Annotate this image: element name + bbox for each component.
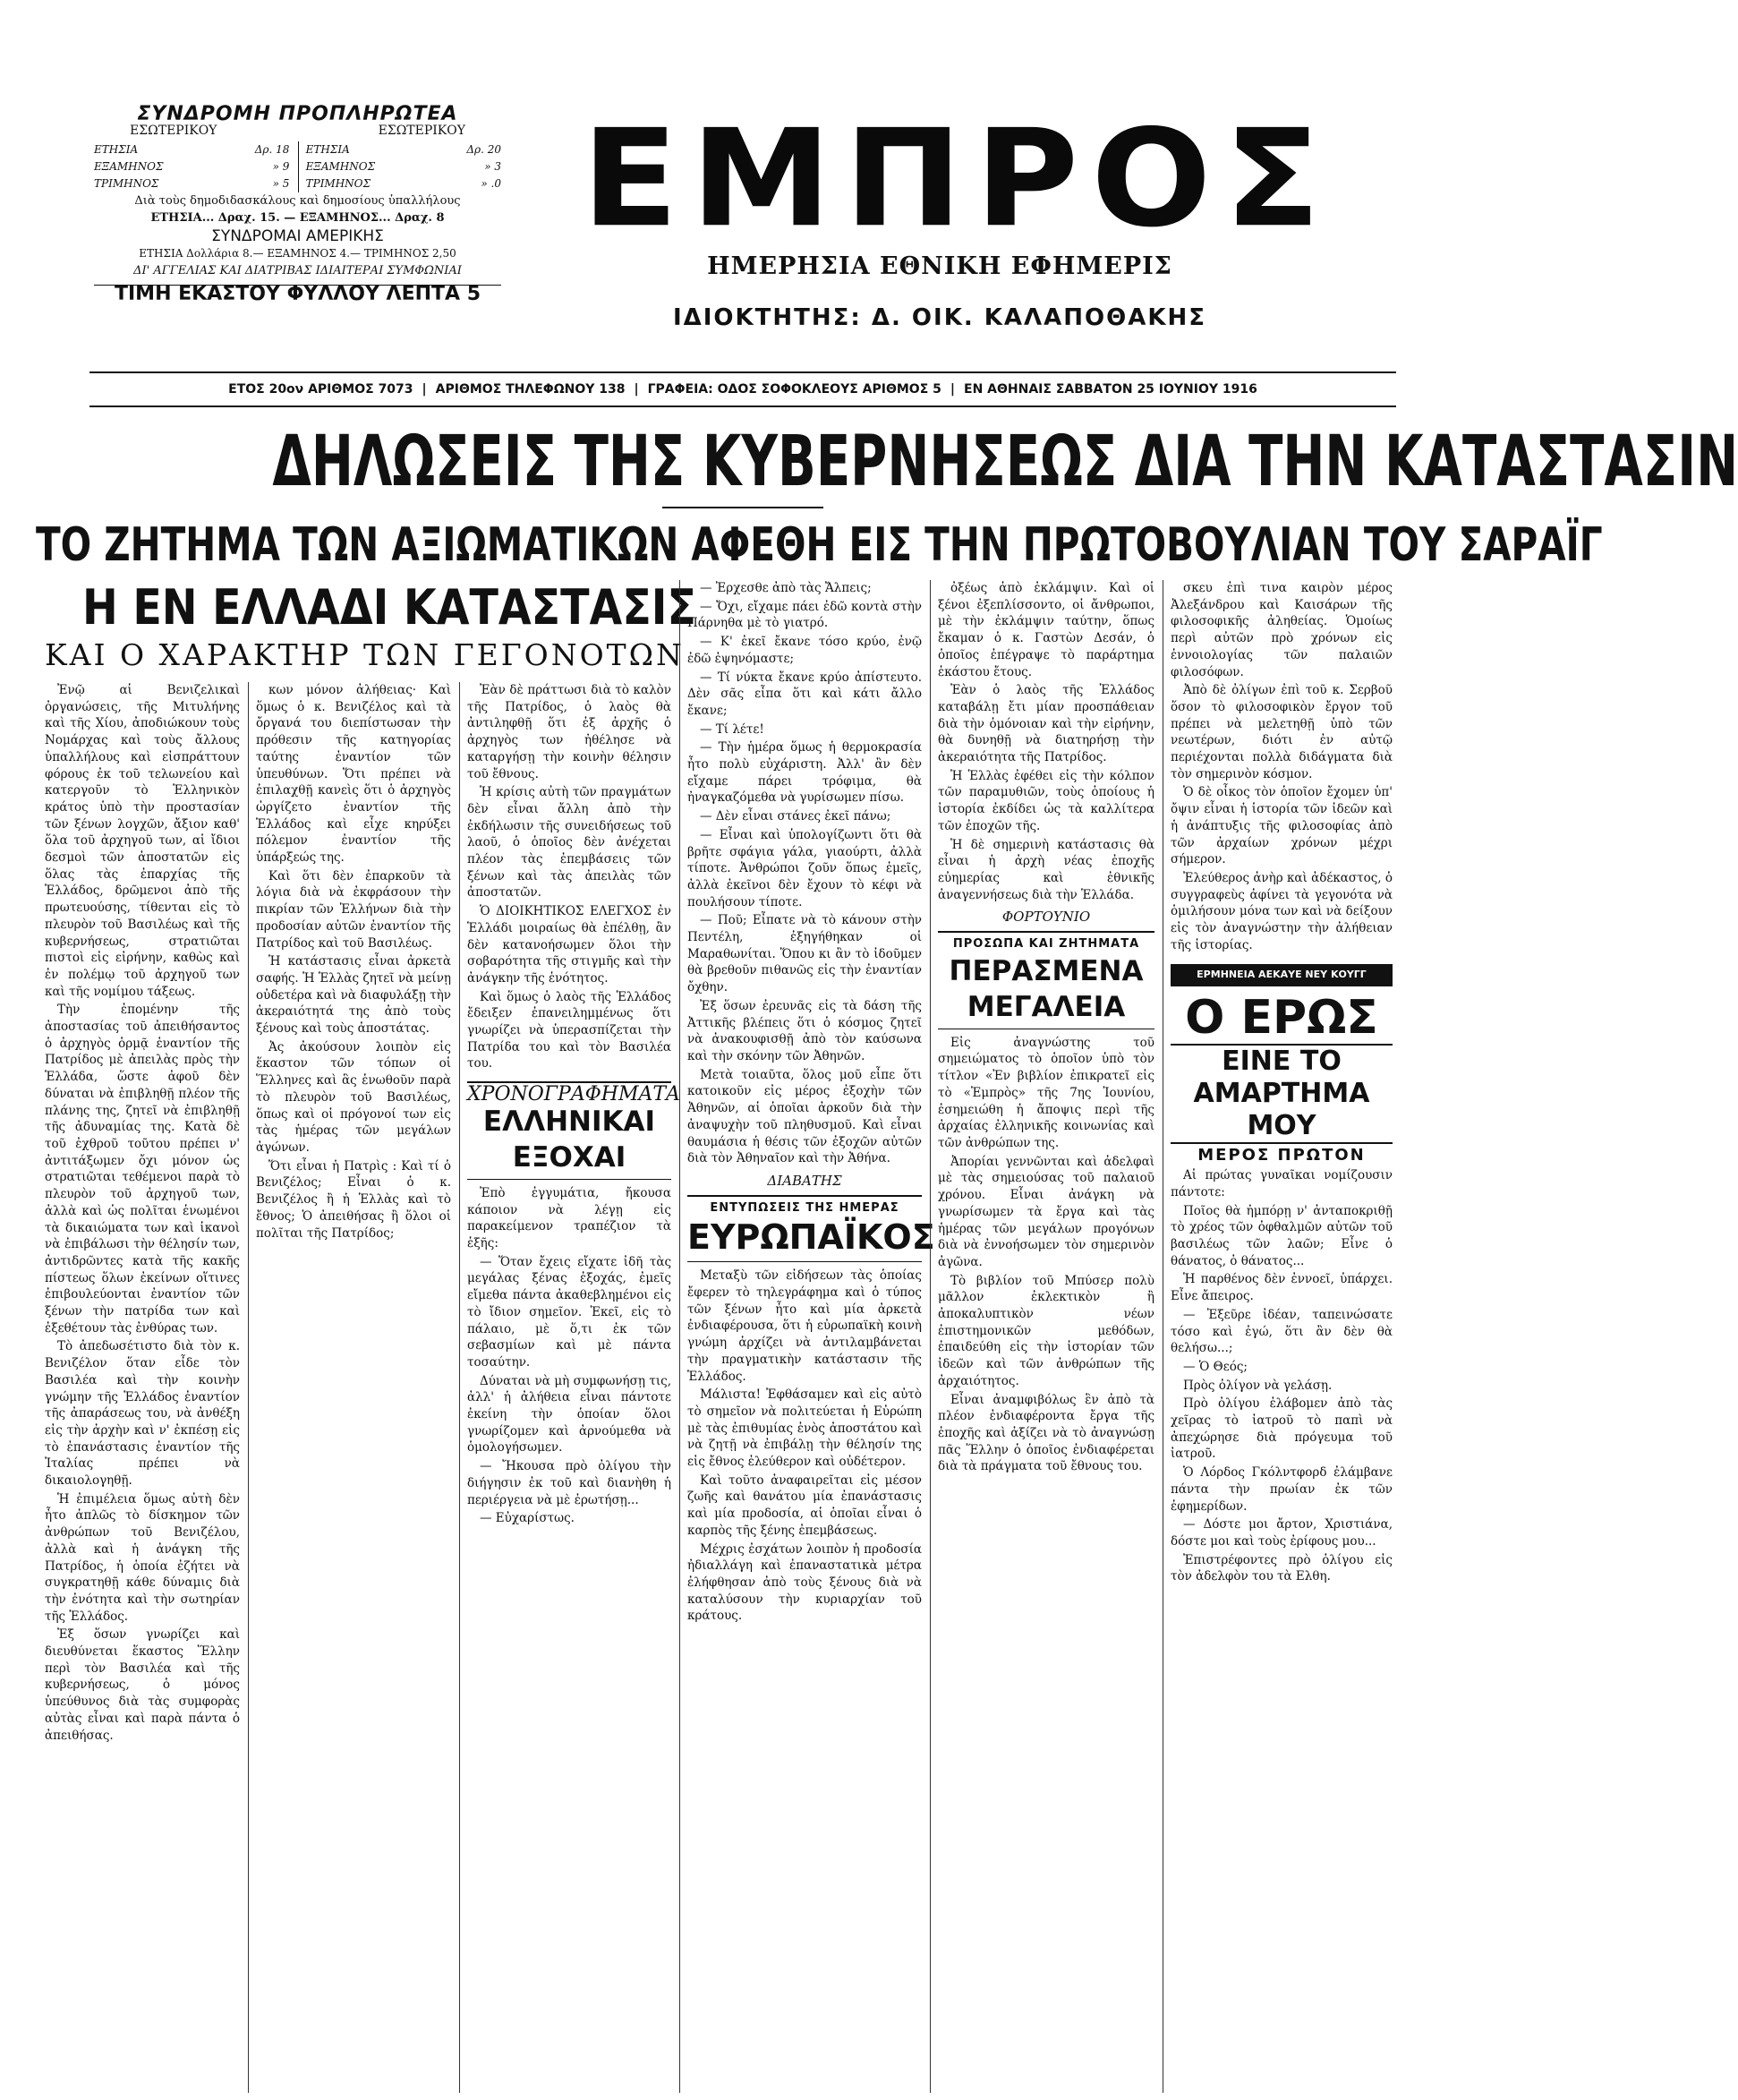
paragraph: Ὁ ΔΙΟΙΚΗΤΙΚΟΣ ΕΛΕΓΧΟΣ ἐν Ἑλλάδι μοιραίως θὰ ἐπέλθῃ, ἂν δὲν κατανοήσωμεν ὅλοι τὴν σοβαρότητα τῆς στιγμῆς καὶ τὴν ἀνάγκην τῆς ἑνότητος.: [467, 904, 671, 986]
column-rule: [248, 682, 249, 2093]
lead-column-3: [467, 682, 680, 2093]
paragraph: — Εἶναι καὶ ὑπολογίζωντι ὅτι θὰ βρῆτε σφάγια γάλα, γιαούρτι, ἀλλὰ τίποτε. Ἀνθρώποι ζοῦν ὅπως ἐμεῖς, ἀλλὰ ἐκεῖνοι δὲν ἔχουν τὸ κέφι νὰ πουλήσουν τίποτε.: [687, 827, 922, 909]
paragraph: Ἐξ ὅσων γνωρίζει καὶ διευθύνεται ἕκαστος Ἕλλην περὶ τὸν Βασιλέα καὶ τῆς κυβερνήσεως, ὁ μόνος ὑπεύθυνος διὰ τὰς συμφορὰς αὐτὰς εἶναι καὶ παρὰ πάντα ὁ ἀπειθήσας.: [45, 1627, 240, 1743]
paragraph: — Εὐχαρίστως.: [480, 1511, 575, 1526]
paragraph: Ἐξ ὅσων ἐρευνᾶς εἰς τὰ δάση τῆς Ἀττικῆς βλέπεις ὅτι ὁ κόσμος ζητεῖ νὰ ἀνακουφισθῇ ἀπὸ τὸν καύσωνα καὶ τὴν σκόνην τῶν Ἀθηνῶν.: [687, 998, 922, 1063]
rate-label: ΤΡΙΜΗΝΟΣ: [305, 177, 371, 190]
paragraph: — Τὴν ἡμέρα ὅμως ἡ θερμοκρασία ἦτο πολὺ εὐχάριστη. Ἀλλ' ἂν δὲν εἴχαμε πάρει τρόφιμα, θὰ ἠναγκαζόμεθα νὰ γυρίσωμεν πίσω.: [687, 740, 922, 806]
paragraph: Ἡ παρθένος δὲν ἐννοεῖ, ὑπάρχει. Εἶνε ἄπειρος.: [1171, 1272, 1393, 1304]
paragraph: Ἐλεύθερος ἀνὴρ καὶ ἀδέκαστος, ὁ συγγραφεὺς ἀφίνει τὰ γεγονότα νὰ ὁμιλήσουν μόνα των καὶ νὰ δείξουν εἰς τὸν ἀναγνώστην τὴν ἀλήθειαν τῆς ἱστορίας.: [1171, 870, 1393, 952]
col-head-left: ΕΣΩΤΕΡΙΚΟΥ: [130, 124, 217, 138]
paragraph: Καὶ ὅτι δὲν ἐπαρκοῦν τὰ λόγια διὰ νὰ ἐκφράσουν τὴν πικρίαν τῶν Ἑλλήνων διὰ τὴν προδοσίαν αὐτῶν ἐναντίον τῆς Πατρίδος καὶ τοῦ Βασιλέως.: [256, 868, 451, 951]
america-title: ΣΥΝΔΡΟΜΑΙ ΑΜΕΡΙΚΗΣ: [211, 227, 384, 245]
paragraph: Τὸ ἀπεδωσέτιστο διὰ τὸν κ. Βενιζέλον ὅταν εἶδε τὸν Βασιλέα καὶ τὴν κοινὴν γνώμην τῆς Ἑλλάδος ἐναντίον τῆς ἀπαράσεως του, νὰ ἀνθέξη εἰς τὴν ἀρχὴν καὶ ν' ἐκπέσῃ εἰς τὸ ἐπανάστασις ἐναντίον τῆς Ἰταλίας πρέπει νὰ δικαιολογηθῇ.: [45, 1339, 240, 1489]
america-rates: ΕΤΗΣΙΑ Δολλάρια 8.— ΕΞΑΜΗΝΟΣ 4.— ΤΡΙΜΗΝΟΣ 2,50: [139, 247, 456, 260]
lead-article-title: Η ΕΝ ΕΛΛΑΔΙ ΚΑΤΑΣΤΑΣΙΣ: [82, 579, 696, 636]
issue-info-bar: [89, 371, 1396, 407]
rate-row: [306, 141, 501, 158]
column-rule: [930, 580, 931, 2093]
column-5: [938, 580, 1154, 2093]
paragraph: Ἀπορίαι γεννῶνται καὶ ἀδελφαὶ μὲ τὰς σημειούσας τοῦ παλαιοῦ χρόνου. Εἶναι ἀνάγκη νὰ γνωρίσωμεν τὰ ἔργα καὶ τὰς ἡμέρας τῶν μεγάλων προγόνων διὰ νὰ ἐννοήσωμεν τὸν σημερινὸν ἀγῶνα.: [938, 1154, 1154, 1269]
newspaper-owner: ΙΔΙΟΚΤΗΤΗΣ: Δ. ΟΙΚ. ΚΑΛΑΠΟΘΑΚΗΣ: [672, 304, 1207, 331]
paragraph: Καὶ ὅμως ὁ λαὸς τῆς Ἑλλάδος ἔδειξεν ἐπανειλημμένως ὅτι γνωρίζει νὰ ὑπερασπίζεται τὴν Πατρίδα του καὶ τὸν Βασιλέα του.: [467, 989, 671, 1071]
chronicle-header: [467, 1081, 680, 1180]
main-headline: ΔΗΛΩΣΕΙΣ ΤΗΣ ΚΥΒΕΡΝΗΣΕΩΣ ΔΙΑ ΤΗΝ ΚΑΤΑΣΤΑΣΙΝ: [272, 422, 1738, 502]
past-glories-title: ΠΕΡΑΣΜΕΝΑ ΜΕΓΑΛΕΙΑ: [949, 954, 1144, 1023]
paragraph: σκευ ἐπὶ τινα καιρὸν μέρος Ἀλεξάνδρου καὶ Καισάρων τῆς φιλοσοφικῆς ἀληθείας. Ὁμοίως περὶ αὐτῶν πρὸ χρόνων εἰς ἐννοιολογίας τῶν παλαιῶν φιλοσόφων.: [1171, 581, 1393, 679]
paragraph: Ἡ κατάστασις εἶναι ἀρκετὰ σαφής. Ἡ Ἑλλὰς ζητεῖ νὰ μείνῃ οὐδετέρα καὶ νὰ διαφυλάξῃ τὴν ἀκεραιότητά της ἀπὸ τοὺς ξένους καὶ τοὺς ἀποστάτας.: [256, 954, 451, 1037]
paragraph: Εἰς ἀναγνώστης τοῦ σημειώματος τὸ ὁποῖον ὑπὸ τὸν τίτλον «Ἐν βιβλίον ἐπικρατεῖ εἰς τὸ «Ἐμπρὸς» τῆς 7ης Ἰουνίου, ἐσημειώθη ἡ ἄποψις περὶ τῆς ἀρχαίας ἐλληνικῆς κοινωνίας καὶ τῶν ἀνθρώπων της.: [938, 1035, 1154, 1150]
rates-right: [298, 141, 501, 192]
issue-offices: ΓΡΑΦΕΙΑ: ΟΔΟΣ ΣΟΦΟΚΛΕΟΥΣ ΑΡΙΘΜΟΣ 5: [647, 382, 941, 397]
rate-row: [94, 175, 289, 192]
paragraph: Πρὸς ὀλίγον νὰ γελάσῃ.: [1183, 1378, 1333, 1393]
rate-row: [306, 175, 501, 192]
rate-value: » 9: [272, 160, 290, 173]
subscription-rates: [94, 141, 501, 192]
lead-article-subtitle: ΚΑΙ Ο ΧΑΡΑΚΤΗΡ ΤΩΝ ΓΕΓΟΝΟΤΩΝ: [45, 637, 685, 672]
novel-part: ΜΕΡΟΣ ΠΡΩΤΟΝ: [1197, 1146, 1366, 1165]
newspaper-subtitle: ΗΜΕΡΗΣΙΑ ΕΘΝΙΚΗ ΕΦΗΜΕΡΙΣ: [707, 252, 1172, 280]
paragraph: Ἡ ἐπιμέλεια ὅμως αὐτὴ δὲν ἦτο ἁπλῶς τὸ δίσκημον τῶν ἀνθρώπων τοῦ Βενιζέλου, ἀλλὰ καὶ ἡ ἀνάγκη τῆς Πατρίδος, ἡ ὁποία ἐζήτει νὰ συγκρατηθῇ κάθε δύναμις διὰ τὴν ἐνότητα καὶ τὴν σωτηρίαν τῆς Ἑλλάδος.: [45, 1491, 240, 1624]
paragraph: — Ἐρχεσθε ἀπὸ τὰς Ἄλπεις;: [700, 581, 872, 595]
paragraph: — Δὲν εἶναι στάνες ἐκεῖ πάνω;: [700, 809, 891, 824]
paragraph: Ὅτι εἶναι ἡ Πατρὶς : Καὶ τί ὁ Βενιζέλος; Εἶναι ὁ κ. Βενιζέλος ἢ ἡ Ἑλλὰς καὶ τὸ ἔθνος; Ὁ ἀπειθήσας ἢ ὅλοι οἱ πολῖται τῆς Πατρίδος;: [256, 1158, 451, 1241]
issue-date: ΕΝ ΑΘΗΝΑΙΣ ΣΑΒΒΑΤΟΝ 25 ΙΟΥΝΙΟΥ 1916: [964, 382, 1257, 397]
rate-label: ΕΞΑΜΗΝΟΣ: [94, 160, 164, 173]
rate-label: ΕΤΗΣΙΑ: [94, 143, 139, 156]
paragraph: Καὶ τοῦτο ἀναφαιρεῖται εἰς μέσον ζωῆς καὶ θανάτου μία ἐπανάστασις καὶ μία προδοσία, αἱ ὁποῖαι εἶναι ὁ καρπὸς τῆς ξένης ἐπεμβάσεως.: [687, 1473, 922, 1538]
paragraph: — Δόστε μοι ἄρτον, Χριστιάνα, δόστε μοι καὶ τοὺς ἐρίφους μου...: [1171, 1517, 1393, 1549]
issue-year: ΕΤΟΣ 20ον ΑΡΙΘΜΟΣ 7073: [228, 382, 413, 397]
novel-title: Ο ΕΡΩΣ: [1185, 991, 1378, 1046]
lead-column-2: [256, 682, 451, 2093]
signature: ΔΙΑΒΑΤΗΣ: [767, 1172, 842, 1189]
paragraph: Ἡ Ἑλλὰς ἐφέθει εἰς τὴν κόλπον τῶν παραμυθιῶν, τοὺς ὁποίους ἡ ἱστορία ἐκδίδει ὡς τὰ καλλίτερα τῶν ἐποχῶν τῆς.: [938, 768, 1154, 833]
paragraph: Ἐνῷ αἱ Βενιζελικαὶ ὀργανώσεις, τῆς Μιτυλήνης καὶ τῆς Χίου, ἀποδιώκουν τοὺς Νομάρχας καὶ τοὺς ἄλλους ὑπαλλήλους καὶ εἰσπράττουν φόρους ἐκ τοῦ τελωνείου καὶ κατεργοῦν τὸ Ἑλληνικὸν κράτος ὑπὸ τὴν προστασίαν τῶν ξένων λογχῶν, ἄξιον καθ' ὅλα τοῦ ἀρχηγοῦ των, αἱ ἴδιοι δεσμοὶ τῶν ἀποστατῶν εἰς ὅλας τὰς ἐπαρχίας τῆς Ἑλλάδος, δρῶμενοι ἀπὸ τῆς πρωτευούσης, τίθενται εἰς τὸ πλευρὸν τοῦ Βασιλέως καὶ τῆς κυβερνήσεως, στρατιῶται πιστοὶ εἰς εἰρήνην, καθὼς καὶ ἐν πολέμῳ τοῦ ἀρχηγοῦ των καὶ τῆς νομίμου τάξεως.: [45, 683, 240, 999]
newspaper-logo: ΕΜΠΡΟΣ: [582, 100, 1333, 258]
column-rule: [459, 682, 460, 2093]
paragraph: — Ἤκουσα πρὸ ὀλίγου τὴν διήγησιν ἐκ τοῦ καὶ διανὴθη ἡ περιέργεια νὰ μὲ ἐρωτήσῃ...: [467, 1459, 671, 1507]
serial-novel-header: [1171, 964, 1393, 1167]
signature: ΦΟΡΤΟΥΝΙΟ: [1001, 909, 1091, 926]
ads-note: ΔΙ' ΑΓΓΕΛΙΑΣ ΚΑΙ ΔΙΑΤΡΙΒΑΣ ΙΔΙΑΙΤΕΡΑΙ ΣΥΜΦΩΝΙΑΙ: [133, 264, 462, 277]
paragraph: Ἐπὸ ἐγγυμάτια, ἤκουσα κάποιον νὰ λέγῃ εἰς παρακείμενον τραπέζιον τὰ ἑξῆς:: [467, 1185, 671, 1251]
lead-column-1: [45, 682, 240, 2093]
paragraph: Δύναται νὰ μὴ συμφωνήσῃ τις, ἀλλ' ἡ ἀλήθεια εἶναι πάντοτε ἐκείνη τὴν ὁποίαν ὅλοι γνωρίζομεν καὶ ἀρνούμεθα νὰ ὁμολογήσωμεν.: [467, 1373, 671, 1455]
paragraph: Ἡ δὲ σημερινὴ κατάστασις θὰ εἶναι ἡ ἀρχὴ νέας ἐποχῆς εὐημερίας καὶ ἐθνικῆς ἀναγεννήσεως διὰ τὴν Ἑλλάδα.: [938, 837, 1154, 902]
paragraph: Ἐὰν δὲ πράττωσι διὰ τὸ καλὸν τῆς Πατρίδος, ὁ λαὸς θὰ ἀντιληφθῇ ὅτι ἐξ ἀρχῆς ὁ ἀρχηγὸς των ἠθέλησε νὰ καταργήσῃ τὴν κοινὴν θέλησιν τοῦ ἔθνους.: [467, 683, 671, 781]
paragraph: — Τί λέτε!: [700, 721, 764, 737]
paragraph: Τὸ βιβλίον τοῦ Μπύσερ πολὺ μᾶλλον ἐκλεκτικὸν ἢ ἀποκαλυπτικὸν νέων ἐπιστημονικῶν μεθόδων, ἐπαιδεύθη εἰς τὴν ἱστορίαν τῶν ἰδεῶν καὶ τῶν ἀνθρώπων τῆς ἀρχαιότητος.: [938, 1273, 1154, 1388]
paragraph: — Ὄχι, εἴχαμε πάει ἐδῶ κοντὰ στὴν Πάρνηθα μὲ τὸ γιατρό.: [687, 599, 922, 631]
novel-subtitle: ΕΙΝΕ ΤΟ ΑΜΑΡΤΗΜΑ ΜΟΥ: [1171, 1044, 1393, 1144]
paragraph: Ἀπὸ δὲ ὀλίγων ἐπὶ τοῦ κ. Σερβοῦ ὅσον τὸ φιλοσοφικὸν ἔργον τοῦ πρέπει νὰ μελετηθῇ ὑπὸ τῶν νεωτέρων, διότι ἐν αὐτῷ περιέχονται πολλὰ διδάγματα διὰ τὸν σημερινὸν κόσμον.: [1171, 683, 1393, 781]
separator: |: [950, 382, 956, 397]
rate-value: » .0: [481, 177, 501, 190]
paragraph: Ἡ κρίσις αὐτὴ τῶν πραγμάτων δὲν εἶναι ἄλλη ἀπὸ τὴν ἐκδήλωσιν τῆς συνειδήσεως τοῦ λαοῦ, ὁ ὁποῖος δὲν ἀνέχεται πλέον τὰς ἐπεμβάσεις τῶν ξένων καὶ τὰς ἀπειλὰς τῶν ἀποστατῶν.: [467, 785, 671, 901]
civil-servant-note: Διὰ τοὺς δημοδιδασκάλους καὶ δημοσίους ὑπαλλήλους: [134, 194, 461, 208]
rate-label: ΕΞΑΜΗΝΟΣ: [305, 160, 376, 173]
headline-divider: [662, 507, 823, 508]
paragraph: Ἀς ἀκούσουν λοιπὸν εἰς ἕκαστον τῶν τόπων οἱ Ἕλληνες καὶ ἃς ἑνωθοῦν παρὰ τὸ πλευρὸν τοῦ Βασιλέως, ὅπως καὶ οἱ πρόγονοί των εἰς τὰς ἡμέρας τῶν μεγάλων ἀγώνων.: [256, 1039, 451, 1155]
column-rule: [679, 580, 680, 2093]
europe-title: ΕΥΡΩΠΑΪΚΟΣ: [687, 1217, 935, 1258]
rate-label: ΕΤΗΣΙΑ: [305, 143, 350, 156]
rate-row: [94, 158, 289, 175]
paragraph: Μετὰ τοιαῦτα, ὅλος μοῦ εἶπε ὅτι κατοικοῦν εἰς μέρος ἐξοχὴν τῶν Ἀθηνῶν, αἱ ὁποῖαι ἀρκοῦν διὰ τὴν ἀναψυχὴν τοῦ πληθυσμοῦ. Καὶ εἶναι θαυμάσια ἡ θέσις τῶν ἐξοχῶν αὐτῶν διὰ τὸν Ἀθηναῖον καὶ τὴν Ἀθήνα.: [687, 1067, 922, 1166]
paragraph: — Ποῦ; Εἶπατε νὰ τὸ κάνουν στὴν Πεντέλη, ἐξηγήθηκαν οἱ Μαραθωνίται. Ὅπου κι ἂν τὸ ἰδοῦμεν θὰ βρεθοῦν πιθανῶς εἰς τὴν ἐναντίαν ὄχθην.: [687, 913, 922, 995]
paragraph: κων μόνον ἀλήθειας· Καὶ ὅμως ὁ κ. Βενιζέλος καὶ τὰ ὄργανά του διεπίστωσαν τὴν πρόθεσιν τῆς κατηγορίας ταύτης ἐναντίον τῶν ὑπευθύνων. Ὅτι πρέπει νὰ ἐπιλαχθῇ κανεὶς ὅτι ὁ ἀρχηγὸς ὠργίζετο ἐναντίον τῆς Ἑλλάδος καὶ εἶχε κηρύξει πόλεμον ἐναντίον τῆς ὑπάρξεώς της.: [256, 683, 451, 866]
past-glories-section: ΠΡΟΣΩΠΑ ΚΑΙ ΖΗΤΗΜΑΤΑ: [952, 937, 1140, 952]
rate-value: » 5: [272, 177, 290, 190]
paragraph: — Κ' ἐκεῖ ἔκανε τόσο κρύο, ἐνῷ ἐδῶ ἐψηνόμαστε;: [687, 635, 922, 666]
rate-value: » 3: [484, 160, 501, 173]
paragraph: — Ἐξεῦρε ἰδέαν, ταπεινώσατε τόσο καὶ ἐγώ, ὅτι ἂν δὲν θὰ θελήσω...;: [1171, 1307, 1393, 1356]
rate-row: [94, 141, 289, 158]
separator: |: [634, 382, 639, 397]
paragraph: — Ὅταν ἔχεις εἴχατε ἰδῆ τὰς μεγάλας ξένας ἐξοχάς, ἐμεῖς εἴμεθα πάντα ἀκαθεβλημένοι εἰς τὸ ἴδιον σημεῖον. Ἐκεῖ, εἰς τὸ πάλαιο, μὲ ὅ,τι ἐκ τῶν σεβασμίων καὶ μὲ πάντα τοσαύτην.: [467, 1254, 671, 1370]
past-glories-header: [938, 931, 1154, 1029]
secondary-headline: ΤΟ ΖΗΤΗΜΑ ΤΩΝ ΑΞΙΩΜΑΤΙΚΩΝ ΑΦΕΘΗ ΕΙΣ ΤΗΝ ΠΡΩΤΟΒΟΥΛΙΑΝ ΤΟΥ ΣΑΡΑΪΓ: [36, 518, 1603, 572]
subscription-title: ΣΥΝΔΡΟΜΗ ΠΡΟΠΛΗΡΩΤΕΑ: [137, 103, 458, 125]
column-6: [1171, 580, 1393, 2093]
paragraph: Ὁ δὲ οἶκος τὸν ὁποῖον ἔχομεν ὑπ' ὄψιν εἶναι ἡ ἱστορία τῶν ἰδεῶν καὶ ἡ ἀνάπτυξις τῆς φιλοσοφίας ἀπὸ τῶν ἀρχαίων χρόνων μέχρι σήμερον.: [1171, 785, 1393, 867]
paragraph: Ἐπιστρέφοντες πρὸ ὀλίγου εἰς τὸν ἀδελφὸν του τὰ Ελθη.: [1171, 1552, 1393, 1584]
rate-value: Δρ. 18: [254, 143, 290, 156]
paragraph: Ὁ Λόρδος Γκόλντφορδ ἐλάμβανε πάντα τὴν πρωίαν ἐκ τῶν ἐφημερίδων.: [1171, 1465, 1393, 1514]
rate-row: [306, 158, 501, 175]
paragraph: Αἱ πρώτας γυναῖκαι νομίζουσιν πάντοτε:: [1171, 1168, 1393, 1199]
subscription-box: [94, 103, 501, 305]
paragraph: Μεταξὺ τῶν εἰδήσεων τὰς ὁποίας ἔφερεν τὸ τηλεγράφημα καὶ ὁ τύπος τῶν ξένων ἦτο καὶ μία ἀρκετὰ ἐνδιαφέρουσα, ὅτι ἡ εὐρωπαϊκὴ κοινὴ γνώμη ἀρχίζει νὰ ἀντιλαμβάνεται τὴν πραγματικὴν κατάστασιν τῆς Ἑλλάδος.: [687, 1268, 922, 1384]
paragraph: Πρὸ ὀλίγου ἐλάβομεν ἀπὸ τὰς χεῖρας τὸ ἰατροῦ τὸ παπὶ νὰ ἀπεχώρησε διὰ πρόγευμα τοῦ ἰατροῦ.: [1171, 1396, 1393, 1462]
chronicle-section: ΧΡΟΝΟΓΡΑΦΗΜΑΤΑ: [467, 1083, 680, 1106]
paragraph: Τὴν ἐπομένην τῆς ἀποστασίας τοῦ ἀπειθήσαντος ὁ ἀρχηγὸς ὁρμᾷ ἐναντίον τῆς Πατρίδος μὲ ἀπειλὰς πρὸς τὴν Ἑλλάδα, ὥστε ἀφοῦ δὲν δύναται νὰ ἐπιβληθῇ πλέον τῆς πλάνης της, ζητεῖ νὰ ἐπιβληθῇ τῆς ἀδυναμίας της. Κατὰ δὲ τοῦ ἐχθροῦ τοῦτου πρέπει ν' ἀντιτάξωμεν ὄχι μόνον ὡς στρατιῶται τεθέμενοι παρὰ τὸ πλευρὸν τοῦ ἀρχηγοῦ των, ἀλλὰ καὶ ὡς πολῖται ἑνωμένοι τὰ δικαιώματα των καὶ ἱκανοὶ νὰ ἐπιβάλωσι τὴν θέλησίν των, ἀντιδρῶντες κατὰ τῆς κακῆς πίστεως ὅλων ἐκείνων οἵτινες ἐπιβουλεύονται ἐναντίον τῶν ξένων τὴν πατρίδα των καὶ ἐξεθέτουν τὰς ἐνθύρας των.: [45, 1003, 240, 1336]
paragraph: Μάλιστα! Ἐφθάσαμεν καὶ εἰς αὐτὸ τὸ σημεῖον νὰ πολιτεύεται ἡ Εὐρώπη μὲ τὰς ἐπιθυμίας ἑνὸς ἀποστάτου καὶ νὰ ζητῇ νὰ ἐπιβάλῃ τὴν θέλησίν της εἰς ἔθνος ἐλεύθερον καὶ οὐδέτερον.: [687, 1387, 922, 1470]
paragraph: Ἐὰν ὁ λαὸς τῆς Ἑλλάδος καταβάλῃ ἔτι μίαν προσπάθειαν διὰ τὴν ὁμόνοιαν καὶ τὴν εἰρήνην, θὰ δυνηθῇ νὰ διατηρήσῃ τὴν ἀκεραιότητα τῆς Πατρίδος.: [938, 683, 1154, 765]
paragraph: Εἶναι ἀναμφιβόλως ἓν ἀπὸ τὰ πλέον ἐνδιαφέροντα ἔργα τῆς ἐποχῆς καὶ ἀξίζει νὰ τὸ ἀναγνώσῃ πᾶς Ἕλλην ὁ ὁποῖος ἐνδιαφέρεται διὰ τὰ πράγματα τοῦ ἔθνους του.: [938, 1392, 1154, 1474]
rate-label: ΤΡΙΜΗΝΟΣ: [94, 177, 159, 190]
europe-header: [687, 1195, 935, 1263]
paragraph: — Τί νύκτα ἔκανε κρύο ἀπίστευτο. Δὲν σᾶς εἶπα ὅτι καὶ κάτι ἄλλο ἔκανε;: [687, 670, 922, 718]
issue-phone: ΑΡΙΘΜΟΣ ΤΗΛΕΦΩΝΟΥ 138: [435, 382, 626, 397]
paragraph: Μέχρις ἐσχάτων λοιπὸν ἡ προδοσία ἠδιαλλάγη καὶ ἐπαναστατικὰ μέτρα ἐλήφθησαν ἀπὸ τοὺς ξένους διὰ νὰ καταλύσουν τὴν κυριαρχίαν τοῦ κράτους.: [687, 1541, 922, 1624]
rate-value: Δρ. 20: [466, 143, 501, 156]
civil-servant-rates: ΕΤΗΣΙΑ... Δραχ. 15. — ΕΞΑΜΗΝΟΣ... Δραχ. 8: [150, 211, 445, 225]
paragraph: Ποῖος θὰ ἠμπόρῃ ν' ἀνταποκριθῇ τὸ χρέος τῶν ὀφθαλμῶν αὐτῶν τοῦ βασιλέως τῶν λαῶν; Εἶνε ὁ θάνατος, ὁ θάνατος...: [1171, 1203, 1393, 1268]
price-line: ΤΙΜΗ ΕΚΑΣΤΟΥ ΦΥΛΛΟΥ ΛΕΠΤΑ 5: [94, 285, 501, 303]
separator: |: [422, 382, 427, 397]
paragraph: ὀξέως ἀπὸ ἐκλάμψιν. Καὶ οἱ ξένοι ἐξεπλίσσοντο, οἱ ἄνθρωποι, μὲ τὴν ἐκλάμψιν ταύτην, ὅπως ἔκαμαν ὁ κ. Γαστὼν Δεσάν, ὁ ὁποῖος ἐπέγραψε τὸ παράρτημα ἑκάστου ἔτους.: [938, 581, 1154, 679]
chronicle-title: ΕΛΛΗΝΙΚΑΙ ΕΞΟΧΑΙ: [482, 1105, 656, 1174]
col-head-right: ΕΣΩΤΕΡΙΚΟΥ: [378, 124, 465, 138]
novel-kicker: ΕΡΜΗΝΕΙΑ ΑΕΚΑΥΕ ΝΕΥ ΚΟΥΓΓ: [1171, 964, 1393, 986]
paragraph: — Ὁ Θεός;: [1183, 1359, 1248, 1374]
europe-kicker: ΕΝΤΥΠΩΣΕΙΣ ΤΗΣ ΗΜΕΡΑΣ: [710, 1200, 899, 1215]
column-4: [687, 580, 935, 2093]
rates-left: [94, 141, 289, 192]
